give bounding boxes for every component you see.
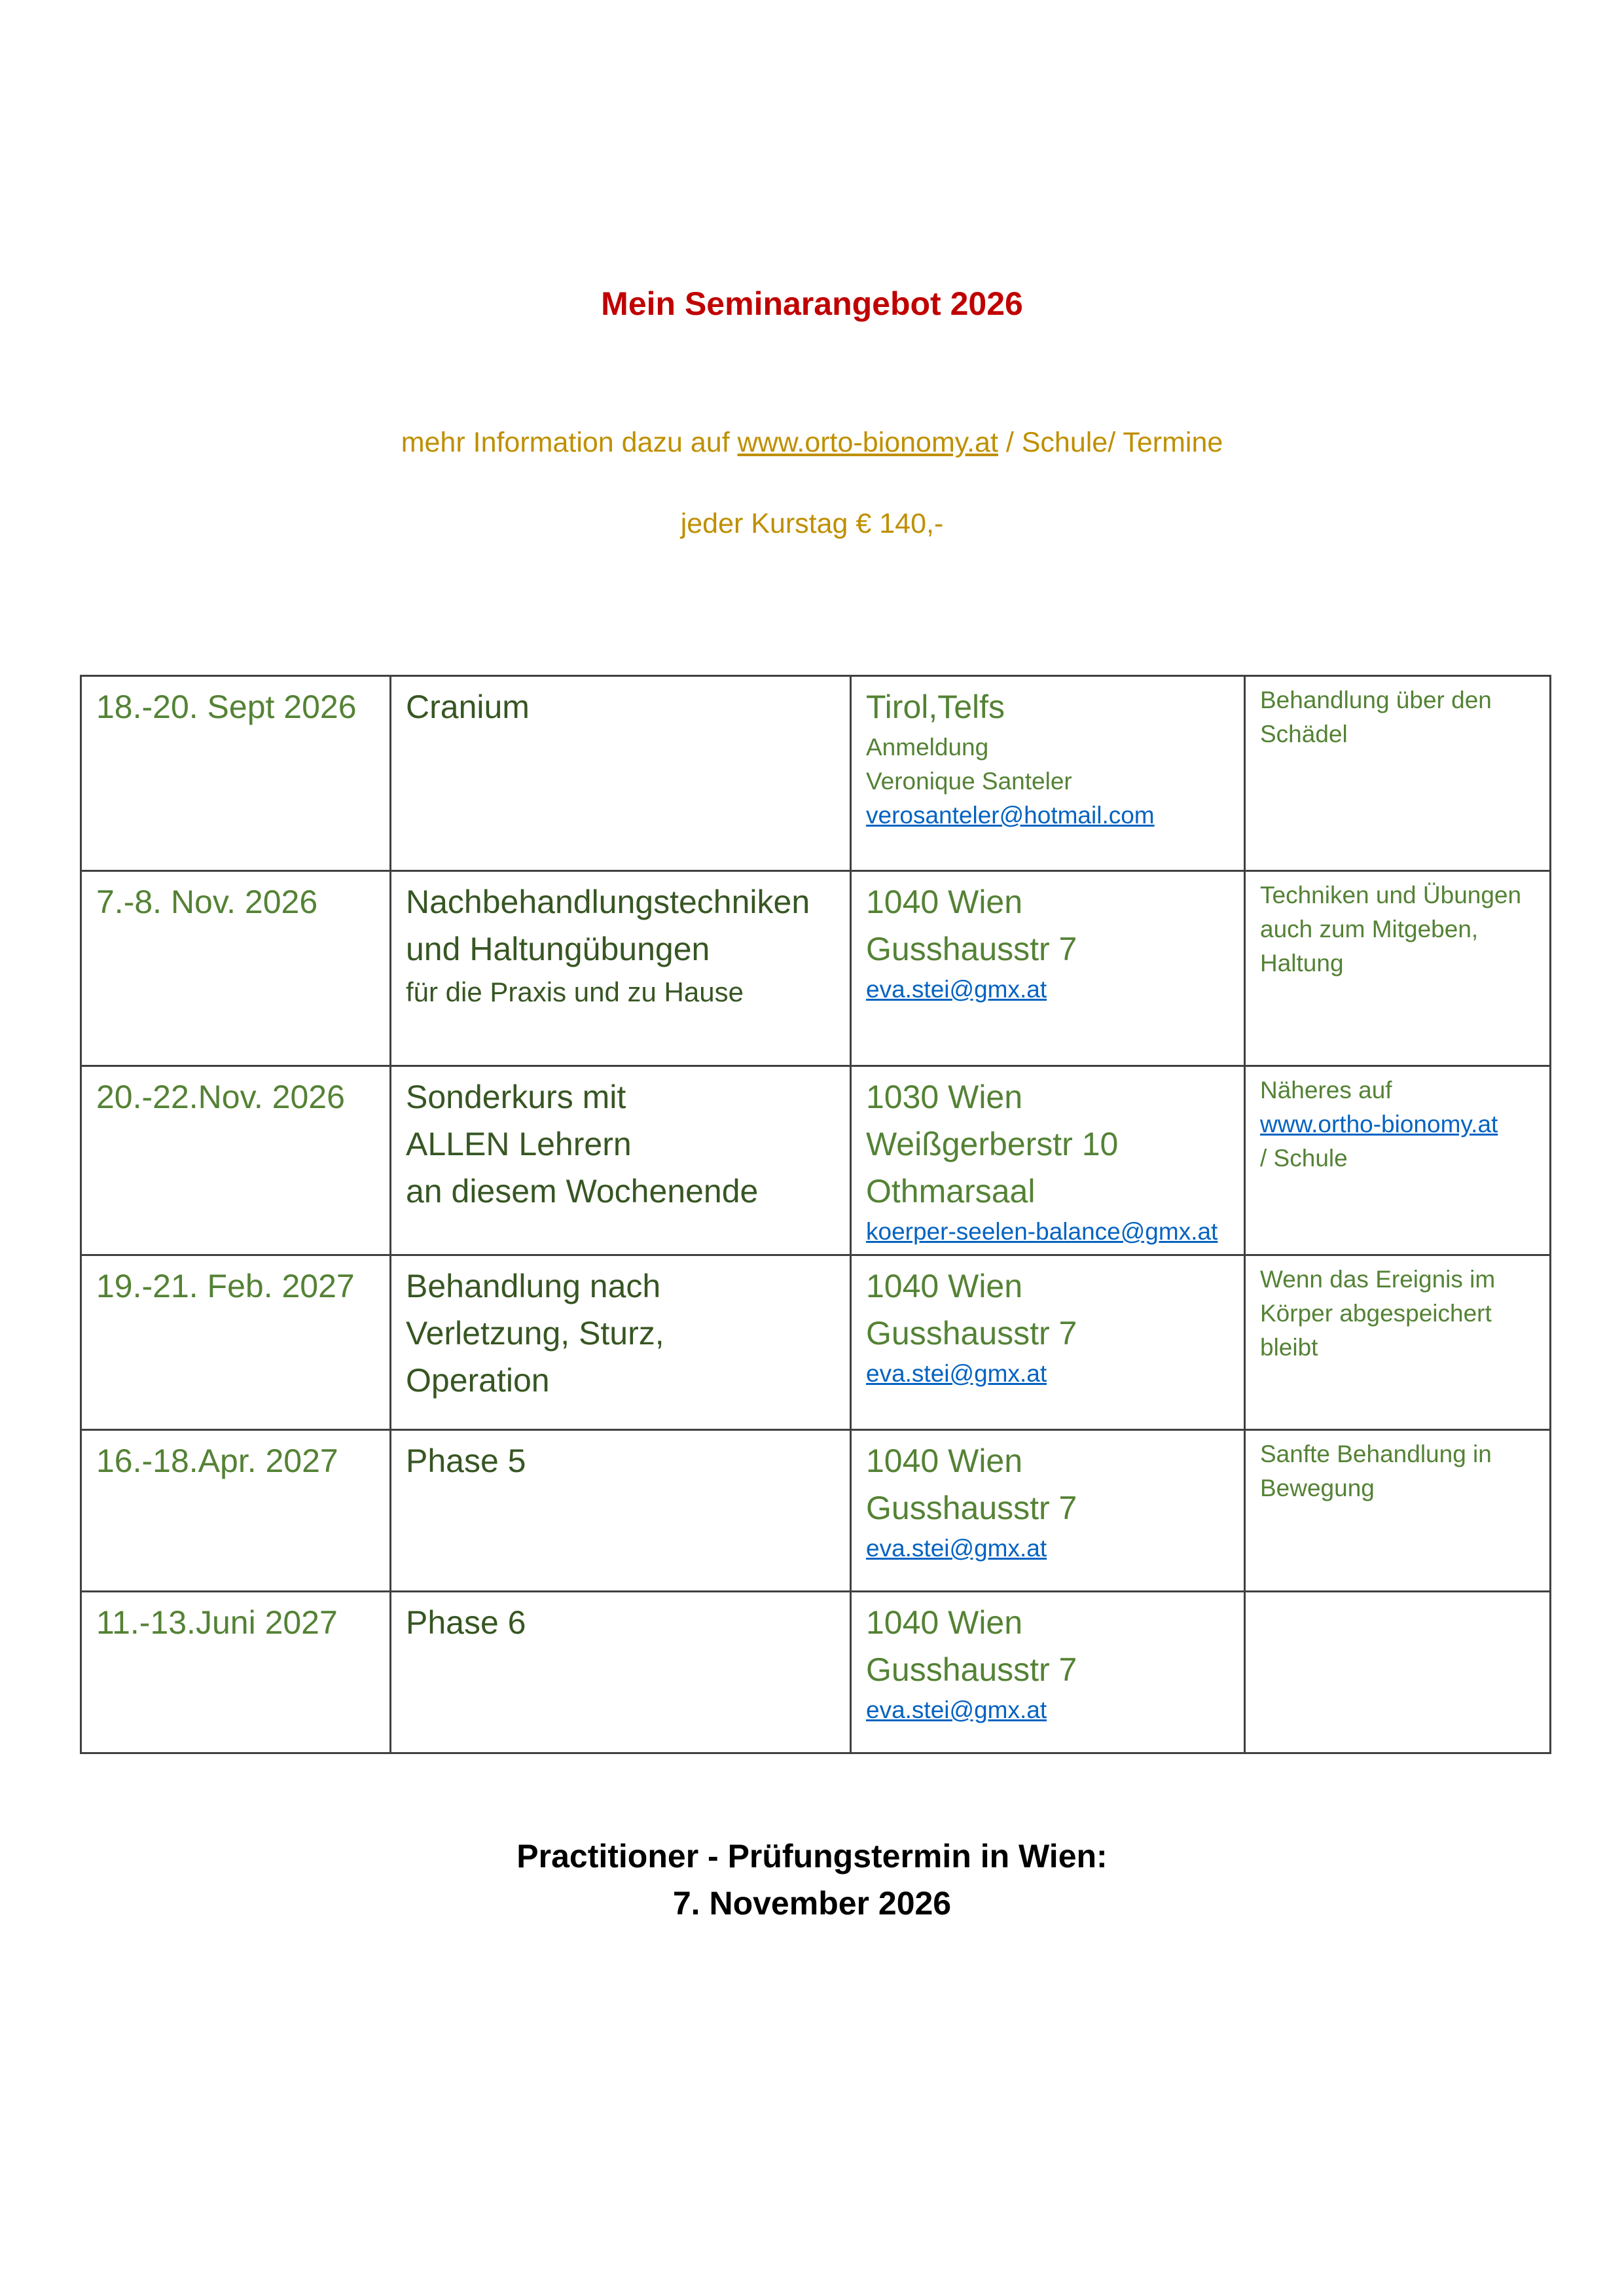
note-cell xyxy=(1245,1255,1551,1430)
course-cell xyxy=(391,871,851,1066)
info-suffix: / Schule/ Termine xyxy=(1005,427,1223,458)
date-cell xyxy=(81,871,391,1066)
table-row xyxy=(81,1430,1551,1592)
location-line: 1030 Wien xyxy=(866,1079,1023,1115)
note-cell xyxy=(1245,871,1551,1066)
exam-heading: Practitioner - Prüfungstermin in Wien: xyxy=(516,1838,1108,1874)
exam-date: 7. November 2026 xyxy=(672,1885,952,1922)
note-cell xyxy=(1245,676,1551,871)
email-link[interactable]: koerper-seelen-balance@gmx.at xyxy=(866,1218,1218,1245)
course-title: Operation xyxy=(406,1362,550,1399)
course-title: an diesem Wochenende xyxy=(406,1173,759,1210)
date-text: 16.-18.Apr. 2027 xyxy=(96,1443,338,1479)
location-cell xyxy=(851,1066,1245,1255)
course-cell xyxy=(391,676,851,871)
course-title: Sonderkurs mit xyxy=(406,1079,626,1115)
course-title: Verletzung, Sturz, xyxy=(406,1315,664,1352)
course-title: Phase 5 xyxy=(406,1443,526,1479)
website-link[interactable]: www.ortho-bionomy.at xyxy=(1260,1111,1498,1138)
date-cell xyxy=(81,1592,391,1753)
date-cell xyxy=(81,1066,391,1255)
info-prefix: mehr Information dazu auf xyxy=(401,427,730,458)
note-text: Behandlung über den Schädel xyxy=(1260,687,1492,747)
location-line: Gusshausstr 7 xyxy=(866,1315,1077,1352)
note-text: / Schule xyxy=(1260,1145,1348,1172)
table-row xyxy=(81,1066,1551,1255)
seminar-table xyxy=(80,675,1551,1754)
location-line: Tirol,Telfs xyxy=(866,689,1005,725)
course-subtitle: für die Praxis und zu Hause xyxy=(406,977,744,1007)
info-line xyxy=(0,427,1624,459)
location-line: Gusshausstr 7 xyxy=(866,1651,1077,1688)
date-text: 18.-20. Sept 2026 xyxy=(96,689,357,725)
note-cell xyxy=(1245,1430,1551,1592)
course-title: und Haltungübungen xyxy=(406,931,710,967)
exam-notice xyxy=(0,1833,1624,1927)
location-line: Weißgerberstr 10 xyxy=(866,1126,1119,1162)
course-title: ALLEN Lehrern xyxy=(406,1126,632,1162)
date-cell xyxy=(81,676,391,871)
email-link[interactable]: eva.stei@gmx.at xyxy=(866,1360,1047,1387)
date-cell xyxy=(81,1255,391,1430)
price-line: jeder Kurstag € 140,- xyxy=(680,508,944,539)
website-link[interactable]: www.orto-bionomy.at xyxy=(737,427,998,458)
location-cell xyxy=(851,1592,1245,1753)
email-link[interactable]: eva.stei@gmx.at xyxy=(866,976,1047,1003)
registration-label: Anmeldung xyxy=(866,734,989,761)
table-row xyxy=(81,1592,1551,1753)
email-link[interactable]: verosanteler@hotmail.com xyxy=(866,802,1155,829)
page-title: Mein Seminarangebot 2026 xyxy=(601,285,1023,322)
table-row xyxy=(81,1255,1551,1430)
email-link[interactable]: eva.stei@gmx.at xyxy=(866,1696,1047,1723)
date-cell xyxy=(81,1430,391,1592)
location-line: 1040 Wien xyxy=(866,884,1023,920)
course-title: Phase 6 xyxy=(406,1604,526,1641)
note-text: Techniken und Übungen auch zum Mitgeben, Haltung xyxy=(1260,882,1522,977)
table-row xyxy=(81,871,1551,1066)
contact-name: Veronique Santeler xyxy=(866,768,1072,795)
course-cell xyxy=(391,1592,851,1753)
course-cell xyxy=(391,1255,851,1430)
location-cell xyxy=(851,676,1245,871)
date-text: 11.-13.Juni 2027 xyxy=(96,1604,338,1641)
location-cell xyxy=(851,871,1245,1066)
course-title: Cranium xyxy=(406,689,530,725)
course-cell xyxy=(391,1430,851,1592)
date-text: 7.-8. Nov. 2026 xyxy=(96,884,318,920)
date-text: 20.-22.Nov. 2026 xyxy=(96,1079,345,1115)
location-cell xyxy=(851,1430,1245,1592)
location-line: 1040 Wien xyxy=(866,1604,1023,1641)
course-title: Behandlung nach xyxy=(406,1268,661,1304)
location-line: 1040 Wien xyxy=(866,1443,1023,1479)
location-line: Othmarsaal xyxy=(866,1173,1036,1210)
email-link[interactable]: eva.stei@gmx.at xyxy=(866,1535,1047,1562)
date-text: 19.-21. Feb. 2027 xyxy=(96,1268,355,1304)
note-cell xyxy=(1245,1592,1551,1753)
location-line: Gusshausstr 7 xyxy=(866,1490,1077,1526)
location-cell xyxy=(851,1255,1245,1430)
note-text: Sanfte Behandlung in Bewegung xyxy=(1260,1441,1492,1501)
location-line: Gusshausstr 7 xyxy=(866,931,1077,967)
note-text: Näheres auf xyxy=(1260,1077,1392,1103)
location-line: 1040 Wien xyxy=(866,1268,1023,1304)
course-title: Nachbehandlungstechniken xyxy=(406,884,810,920)
note-text: Wenn das Ereignis im Körper abgespeichert bleibt xyxy=(1260,1266,1496,1361)
course-cell xyxy=(391,1066,851,1255)
note-cell xyxy=(1245,1066,1551,1255)
table-row xyxy=(81,676,1551,871)
